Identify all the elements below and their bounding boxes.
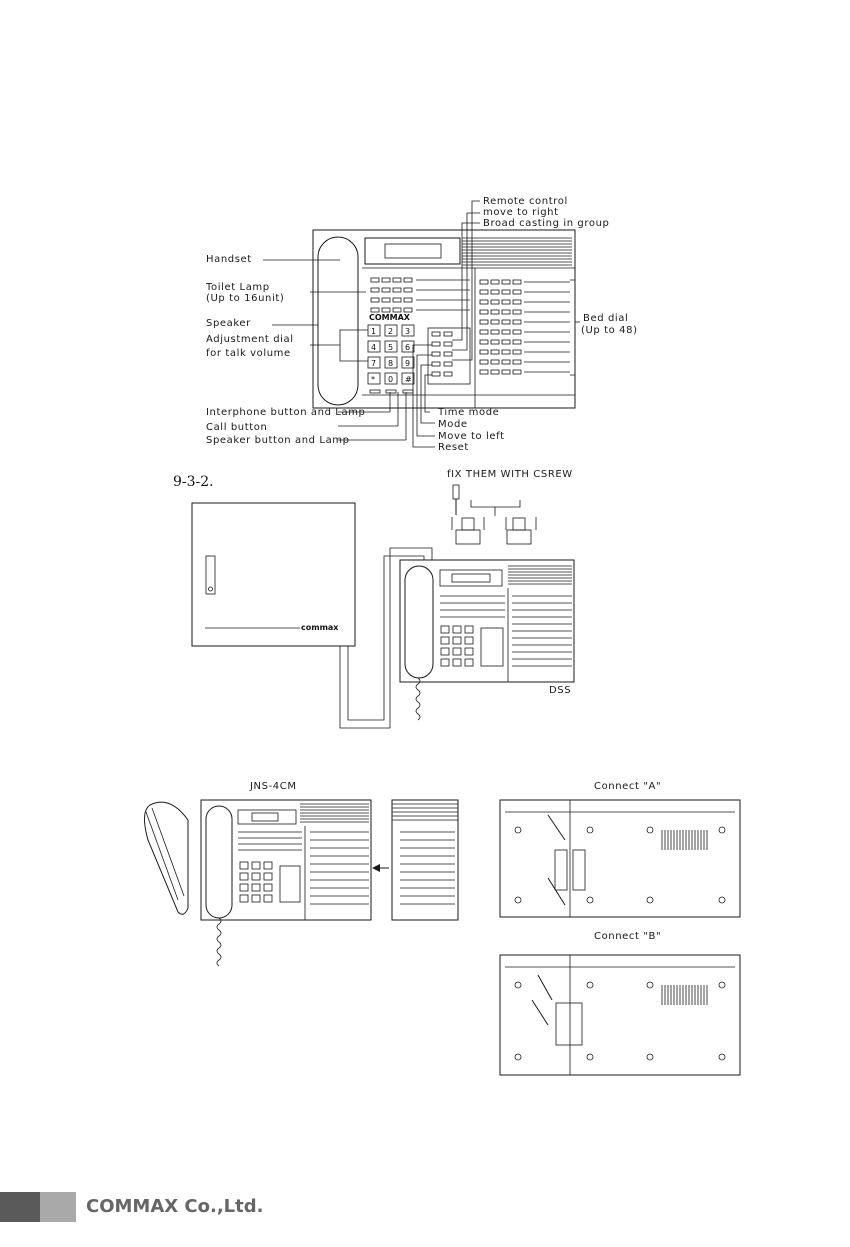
key-2: 2 (388, 327, 394, 336)
label-bed-dial-count: (Up to 48) (581, 325, 638, 336)
display-panel (365, 238, 460, 264)
arrow-left-icon (372, 864, 389, 872)
label-toilet-lamp-count: (Up to 16unit) (206, 293, 285, 304)
key-8: 8 (388, 359, 394, 368)
wall-cabinet (192, 503, 355, 646)
bracket-left (452, 517, 484, 544)
label-toilet-lamp: Toilet Lamp (206, 282, 270, 293)
grille-small (508, 566, 572, 584)
key-1: 1 (371, 327, 377, 336)
figure-installation (173, 469, 574, 728)
model-label: JNS-4CM (250, 781, 297, 792)
key-4: 4 (371, 343, 377, 352)
side-view-unit (144, 802, 188, 914)
label-bed-dial: Bed dial (583, 313, 629, 324)
label-remote-control: Remote control (483, 196, 568, 207)
section-number: 9-3-2. (173, 474, 214, 490)
label-reset: Reset (438, 442, 469, 453)
label-interphone-button: Interphone button and Lamp (206, 407, 366, 418)
key-star: * (371, 375, 375, 384)
key-7: 7 (371, 359, 377, 368)
master-unit (400, 560, 574, 720)
screwdriver-icon (453, 485, 459, 515)
brand-logo: COMMAX (369, 313, 410, 322)
key-3: 3 (405, 327, 411, 336)
label-broadcasting: Broad casting in group (483, 218, 610, 229)
connect-b-diagram (500, 955, 740, 1075)
key-hash: # (405, 375, 412, 384)
key-9: 9 (405, 359, 411, 368)
label-talk-volume: for talk volume (206, 348, 291, 359)
label-handset: Handset (206, 254, 252, 265)
grille-front (300, 804, 369, 822)
connect-b-label: Connect "B" (594, 931, 662, 942)
figure-connection (144, 781, 740, 1075)
footer-gray-block (40, 1192, 76, 1222)
dss-expansion (392, 800, 458, 920)
label-mode: Mode (438, 419, 468, 430)
screw-instruction: fIX THEM WITH CSREW (447, 469, 573, 480)
dss-label: DSS (549, 685, 572, 696)
handset (318, 237, 358, 405)
front-unit (201, 800, 371, 966)
label-adjustment-dial: Adjustment dial (206, 334, 294, 345)
key-5: 5 (388, 343, 394, 352)
label-time-mode: Time mode (438, 407, 500, 418)
figure-master-station (205, 196, 638, 453)
label-move-left: Move to left (438, 431, 505, 442)
keypad (368, 325, 414, 393)
label-speaker-button: Speaker button and Lamp (206, 435, 350, 446)
connect-a-diagram (500, 800, 740, 917)
label-speaker: Speaker (206, 318, 251, 329)
page-footer (0, 1192, 850, 1222)
footer-dark-block (0, 1192, 40, 1222)
key-0: 0 (388, 375, 394, 384)
connect-a-label: Connect "A" (594, 781, 662, 792)
key-6: 6 (405, 343, 411, 352)
label-call-button: Call button (206, 422, 268, 433)
cabinet-brand: commax (301, 623, 339, 632)
label-move-right: move to right (483, 207, 559, 218)
footer-brand: COMMAX Co.,Ltd. (86, 1196, 264, 1217)
bracket-right (506, 517, 536, 544)
